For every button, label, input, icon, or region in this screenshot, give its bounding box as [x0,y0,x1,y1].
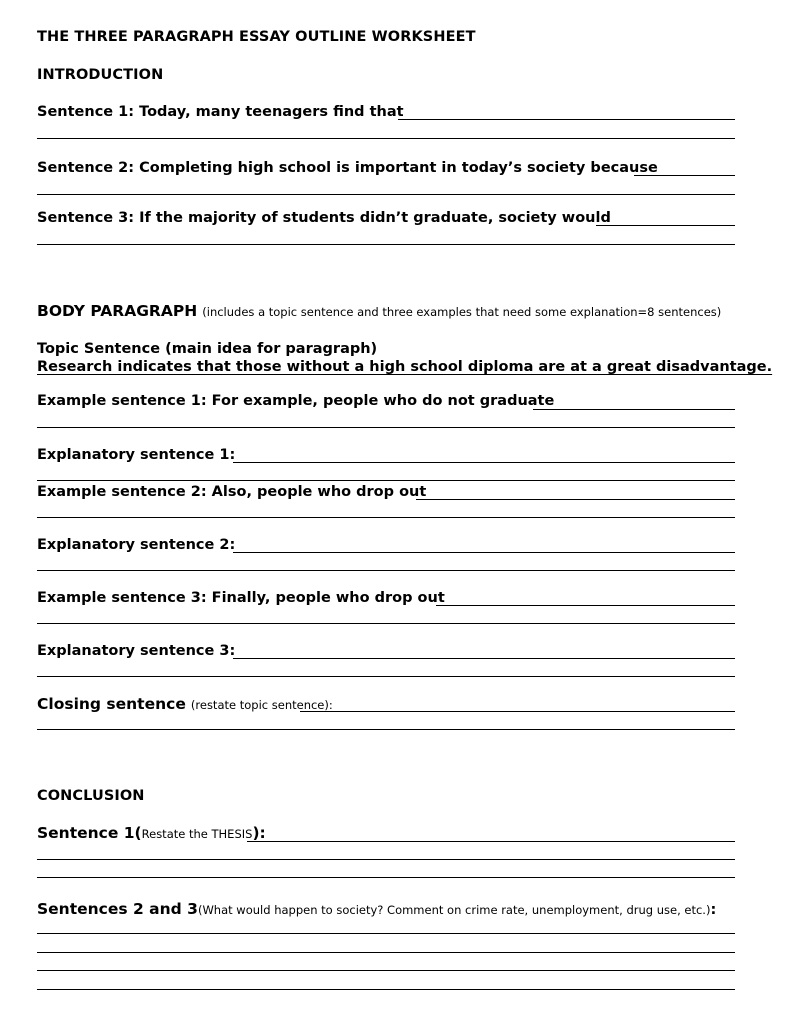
conclusion-sentence-1-line-a[interactable] [37,859,735,860]
example-sentence-1-label: Example sentence 1: For example, people who do not graduate [37,393,555,409]
closing-sentence-note: (restate topic sentence): [190,698,333,712]
intro-sentence-1-label: Sentence 1: Today, many teenagers find that [37,104,404,120]
example-sentence-3-line[interactable] [37,623,735,624]
intro-sentence-3-label: Sentence 3: If the majority of students didn’t graduate, society would [37,210,611,226]
conclusion-line-1[interactable] [37,933,735,934]
explanatory-sentence-1-line[interactable] [37,480,735,481]
explanatory-sentence-2-label: Explanatory sentence 2: [37,537,236,553]
example-sentence-1-line[interactable] [37,427,735,428]
conclusion-sentence-1-row [37,824,266,843]
example-sentence-3-label: Example sentence 3: Finally, people who drop out [37,590,445,606]
explanatory-sentence-3-label: Explanatory sentence 3: [37,643,236,659]
explanatory-sentence-3-line[interactable] [37,676,735,677]
worksheet-title: THE THREE PARAGRAPH ESSAY OUTLINE WORKSHEET [37,29,476,45]
conclusion-line-2[interactable] [37,952,735,953]
example-sentence-2-line[interactable] [37,517,735,518]
body-heading: BODY PARAGRAPH [37,302,198,320]
closing-sentence-row [37,695,333,714]
conclusion-sentences-2-3-label: Sentences 2 and 3 [37,900,198,918]
topic-sentence-label: Topic Sentence (main idea for paragraph) [37,341,378,357]
closing-sentence-blank[interactable] [300,711,735,712]
body-heading-note: (includes a topic sentence and three examples that need some explanation=8 sentences) [202,305,722,319]
introduction-heading: INTRODUCTION [37,67,164,83]
example-sentence-2-blank[interactable] [416,499,735,500]
explanatory-sentence-1-label: Explanatory sentence 1: [37,447,236,463]
conclusion-sentence-1-label: Sentence 1( [37,824,142,842]
conclusion-line-3[interactable] [37,970,735,971]
example-sentence-2-label: Example sentence 2: Also, people who drop out [37,484,427,500]
intro-sentence-2-blank[interactable] [634,175,735,176]
conclusion-sentences-2-3-close: : [710,902,717,918]
conclusion-sentence-1-note: Restate the THESIS [141,827,253,841]
conclusion-sentence-1-blank[interactable] [247,841,735,842]
topic-sentence: Research indicates that those without a high school diploma are at a great disadvantage. [37,359,773,375]
conclusion-sentences-2-3-note: (What would happen to society? Comment on crime rate, unemployment, drug use, etc.) [197,903,711,917]
intro-sentence-3-blank[interactable] [596,225,735,226]
closing-sentence-label: Closing sentence [37,695,186,713]
explanatory-sentence-2-line[interactable] [37,570,735,571]
intro-sentence-1-blank[interactable] [398,119,735,120]
conclusion-heading: CONCLUSION [37,788,145,804]
intro-sentence-1-line[interactable] [37,138,735,139]
intro-sentence-3-line[interactable] [37,244,735,245]
body-heading-row [37,302,721,321]
intro-sentence-2-label: Sentence 2: Completing high school is important in today’s society because [37,160,658,176]
explanatory-sentence-1-blank[interactable] [233,462,735,463]
conclusion-line-4[interactable] [37,989,735,990]
conclusion-sentence-1-close: ): [252,824,266,842]
explanatory-sentence-2-blank[interactable] [233,552,735,553]
conclusion-sentence-1-line-b[interactable] [37,877,735,878]
example-sentence-3-blank[interactable] [436,605,735,606]
conclusion-sentences-2-3-row [37,900,716,919]
intro-sentence-2-line[interactable] [37,194,735,195]
explanatory-sentence-3-blank[interactable] [233,658,735,659]
closing-sentence-line[interactable] [37,729,735,730]
example-sentence-1-blank[interactable] [533,409,735,410]
